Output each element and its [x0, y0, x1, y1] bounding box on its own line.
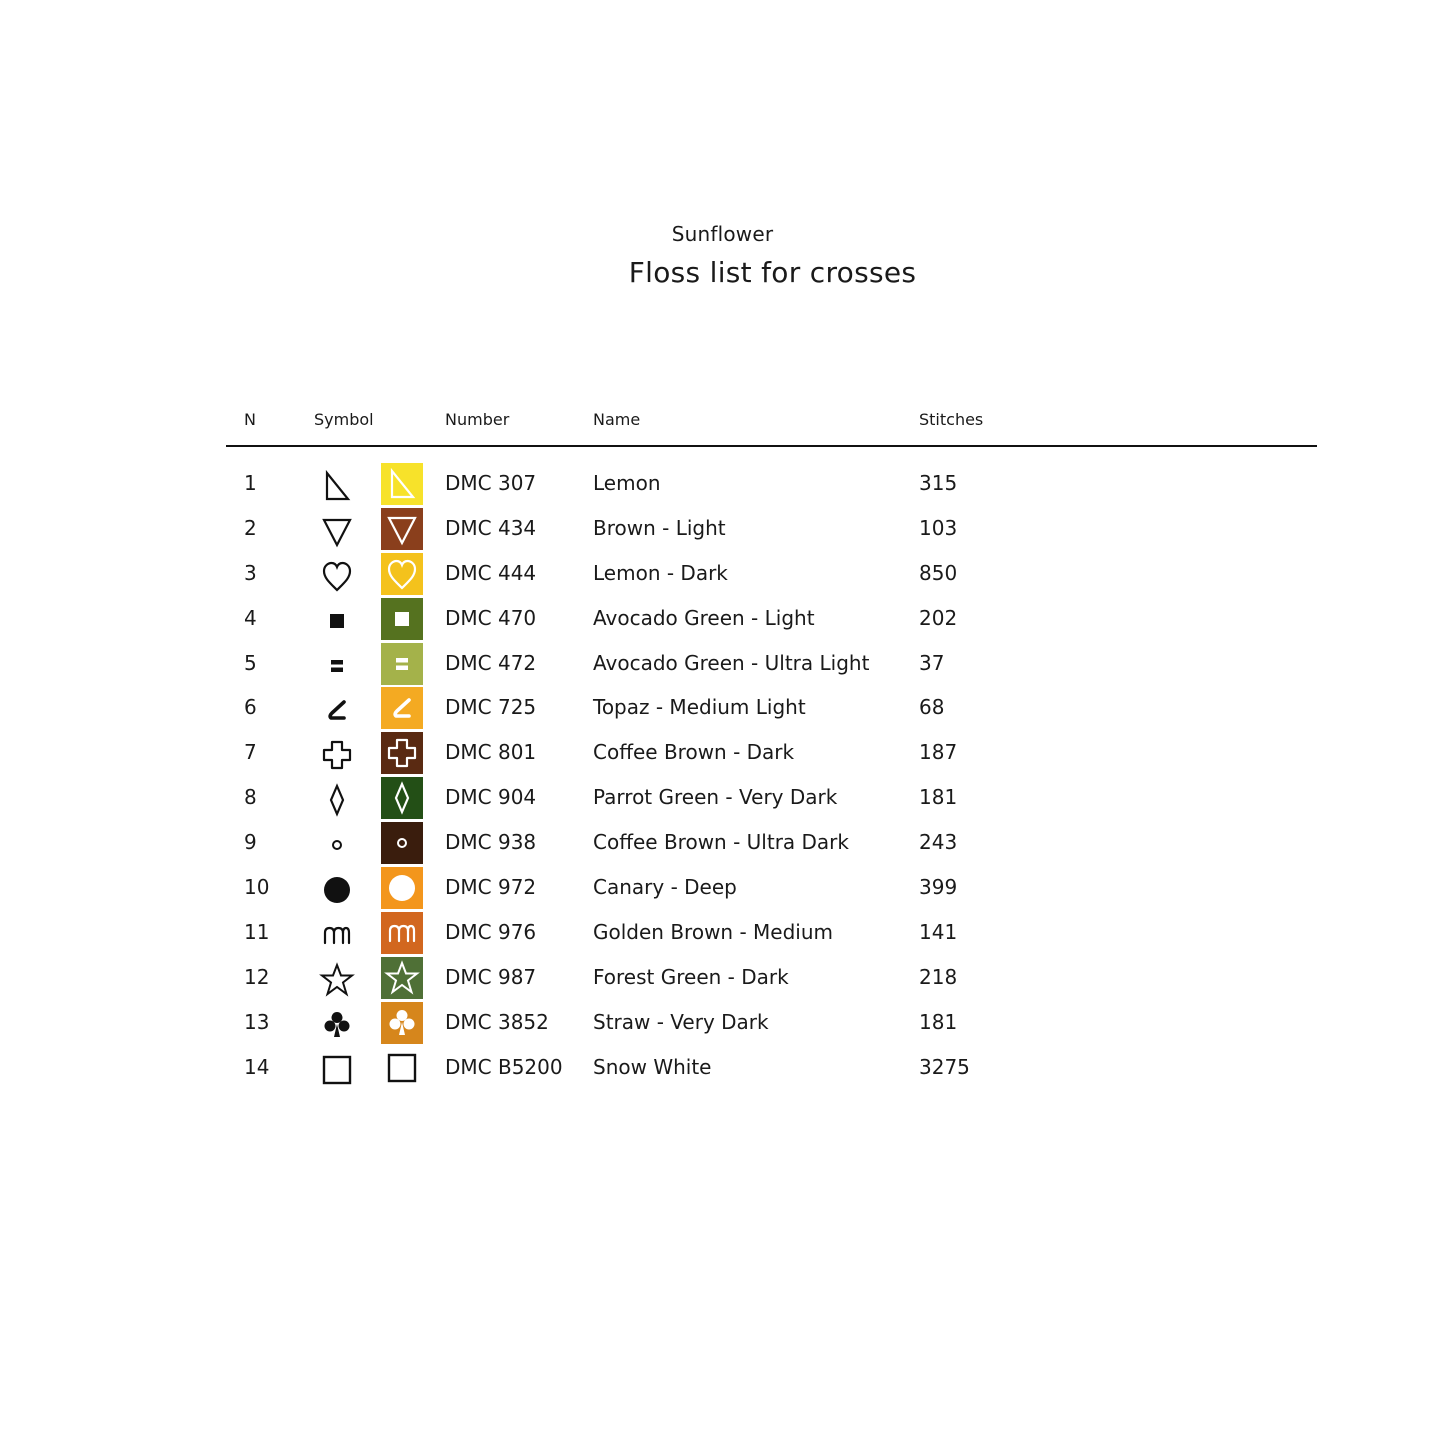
floss-name: Canary - Deep [593, 875, 737, 900]
floss-number: DMC 470 [445, 605, 537, 630]
floss-name: Parrot Green - Very Dark [593, 785, 838, 810]
table-row [226, 776, 1317, 821]
floss-name: Coffee Brown - Ultra Dark [593, 830, 849, 855]
row-number: 9 [244, 830, 257, 855]
floss-number: DMC 938 [445, 830, 537, 855]
color-swatch [381, 867, 423, 909]
row-number: 8 [244, 785, 257, 810]
stitch-count: 181 [919, 1009, 958, 1034]
floss-name: Avocado Green - Light [593, 605, 815, 630]
table-row [226, 686, 1317, 731]
floss-name: Brown - Light [593, 515, 726, 540]
table-row [226, 462, 1317, 507]
color-swatch [381, 822, 423, 864]
table-row [226, 956, 1317, 1001]
stitch-count: 399 [919, 875, 958, 900]
table-row [226, 642, 1317, 687]
floss-number: DMC 307 [445, 471, 537, 495]
color-swatch [381, 1002, 423, 1044]
heart-icon [316, 555, 358, 597]
table-row [226, 507, 1317, 552]
table-row [226, 1046, 1317, 1091]
stitch-count: 181 [919, 785, 958, 810]
floss-number: DMC 987 [445, 964, 537, 989]
floss-name: Topaz - Medium Light [593, 695, 806, 720]
row-number: 14 [244, 1054, 270, 1079]
filled-circle-icon [316, 869, 358, 911]
m-icon [316, 914, 358, 956]
row-number: 1 [244, 471, 257, 495]
table-body [226, 462, 1317, 1090]
stitch-count: 68 [919, 695, 945, 720]
floss-number: DMC 976 [445, 919, 537, 944]
floss-number: DMC 434 [445, 515, 537, 540]
color-swatch [381, 463, 423, 505]
page-title: Floss list for crosses [628, 256, 917, 289]
row-number: 12 [244, 964, 270, 989]
table-row [226, 731, 1317, 776]
floss-name: Snow White [593, 1054, 712, 1079]
color-swatch [381, 508, 423, 550]
table-row [226, 821, 1317, 866]
row-number: 4 [244, 605, 257, 630]
table-row [226, 597, 1317, 642]
stitch-count: 315 [919, 471, 958, 495]
floss-name: Forest Green - Dark [593, 964, 789, 989]
floss-number: DMC 725 [445, 695, 537, 720]
diamond-icon [316, 779, 358, 821]
floss-name: Golden Brown - Medium [593, 919, 833, 944]
star-icon [316, 959, 358, 1001]
stitch-count: 202 [919, 605, 958, 630]
equals-icon [316, 645, 358, 687]
floss-table [226, 405, 1317, 1090]
table-row [226, 866, 1317, 911]
floss-number: DMC 801 [445, 740, 537, 765]
floss-name: Lemon [593, 471, 661, 495]
row-number: 11 [244, 919, 270, 944]
cross-icon [316, 734, 358, 776]
down-triangle-icon [316, 510, 358, 552]
color-swatch [381, 553, 423, 595]
color-swatch [381, 912, 423, 954]
stitch-count: 103 [919, 515, 958, 540]
small-circle-icon [316, 824, 358, 866]
column-header-number: Number [445, 410, 510, 429]
color-swatch [381, 687, 423, 729]
square-icon [316, 600, 358, 642]
color-swatch [381, 1047, 423, 1089]
row-number: 6 [244, 695, 257, 720]
row-number: 2 [244, 515, 257, 540]
row-number: 3 [244, 560, 257, 585]
row-number: 5 [244, 650, 257, 675]
right-triangle-icon [316, 465, 358, 507]
floss-number: DMC 3852 [445, 1009, 549, 1034]
stitch-count: 850 [919, 560, 958, 585]
stitch-count: 187 [919, 740, 958, 765]
stitch-count: 3275 [919, 1054, 970, 1079]
column-header-n: N [244, 410, 256, 429]
color-swatch [381, 732, 423, 774]
row-number: 7 [244, 740, 257, 765]
floss-number: DMC 444 [445, 560, 537, 585]
color-swatch [381, 598, 423, 640]
row-number: 13 [244, 1009, 270, 1034]
color-swatch [381, 957, 423, 999]
column-header-stitches: Stitches [919, 410, 984, 429]
floss-name: Lemon - Dark [593, 560, 728, 585]
stitch-count: 218 [919, 964, 958, 989]
stitch-count: 141 [919, 919, 958, 944]
color-swatch [381, 777, 423, 819]
table-row [226, 1001, 1317, 1046]
table-header [226, 405, 1317, 447]
stitch-count: 243 [919, 830, 958, 855]
floss-number: DMC 472 [445, 650, 537, 675]
club-icon [316, 1004, 358, 1046]
column-header-name: Name [593, 410, 641, 429]
floss-number: DMC 904 [445, 785, 537, 810]
floss-number: DMC B5200 [445, 1054, 563, 1079]
floss-name: Straw - Very Dark [593, 1009, 769, 1034]
table-row [226, 552, 1317, 597]
empty-square-icon [316, 1049, 358, 1091]
stitch-count: 37 [919, 650, 945, 675]
row-number: 10 [244, 875, 270, 900]
table-row [226, 911, 1317, 956]
column-header-symbol: Symbol [314, 410, 374, 429]
angle-icon [316, 689, 358, 731]
pattern-name: Sunflower [671, 222, 774, 246]
color-swatch [381, 643, 423, 685]
floss-name: Coffee Brown - Dark [593, 740, 795, 765]
floss-name: Avocado Green - Ultra Light [593, 650, 870, 675]
floss-number: DMC 972 [445, 875, 537, 900]
